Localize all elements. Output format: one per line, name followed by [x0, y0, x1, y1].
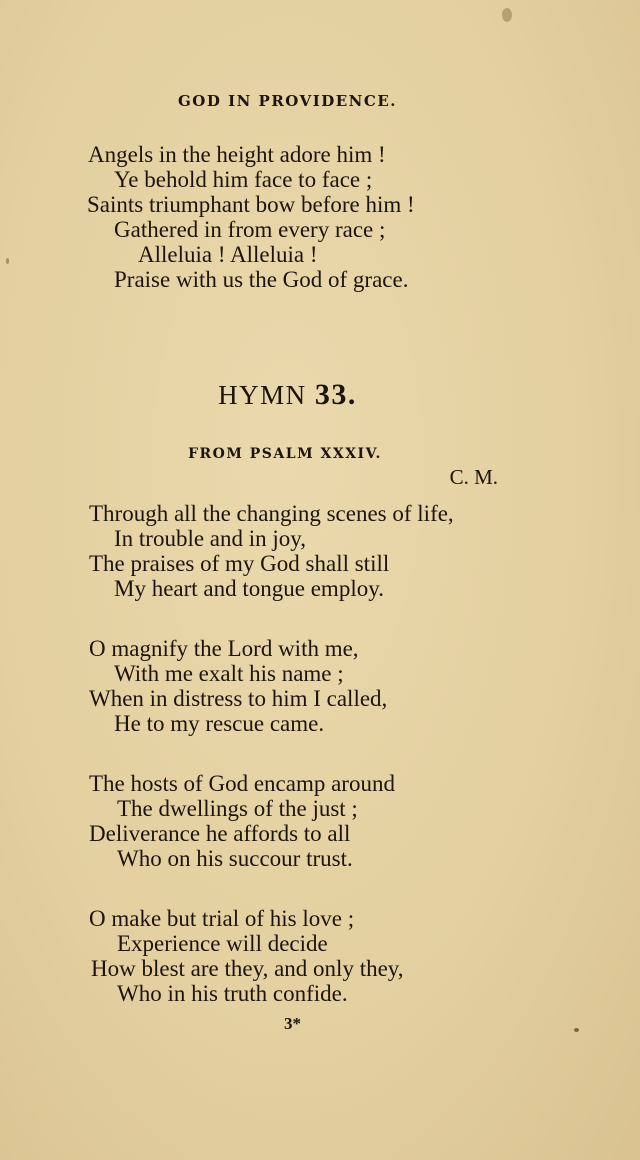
verse-line: Angels in the height adore him !	[88, 142, 386, 167]
verse-line: Alleluia ! Alleluia !	[138, 242, 318, 267]
verse-line: He to my rescue came.	[114, 711, 325, 736]
verse-line: Experience will decide	[117, 931, 328, 956]
paper-speck	[574, 1028, 579, 1032]
verse-line: Through all the changing scenes of life,	[89, 501, 454, 526]
verse-line: The praises of my God shall still	[89, 551, 390, 576]
hymn-subtitle: FROM PSALM XXXIV.	[188, 446, 382, 462]
verse-line: With me exalt his name ;	[114, 661, 344, 686]
hymn-title	[0, 378, 575, 412]
hymn-number: 33.	[314, 378, 357, 411]
hymn-label: HYMN	[218, 380, 307, 410]
verse-line: Who in his truth confide.	[117, 981, 348, 1006]
verse-line: O magnify the Lord with me,	[89, 636, 359, 661]
verse-line: When in distress to him I called,	[89, 686, 388, 711]
verse-line: Who on his succour trust.	[117, 846, 353, 871]
running-head: GOD IN PROVIDENCE.	[177, 92, 397, 110]
page-number: 3*	[284, 1014, 301, 1033]
verse-line: Deliverance he affords to all	[89, 821, 351, 846]
verse-line: Praise with us the God of grace.	[114, 267, 409, 292]
verse-line: How blest are they, and only they,	[91, 956, 404, 981]
verse-line: Gathered in from every race ;	[114, 217, 386, 242]
verse-line: In trouble and in joy,	[114, 526, 307, 551]
hymn-meter: C. M.	[449, 465, 498, 489]
verse-line: My heart and tongue employ.	[114, 576, 384, 601]
verse-line: Ye behold him face to face ;	[114, 167, 373, 192]
verse-line: Saints triumphant bow before him !	[87, 192, 415, 217]
verse-line: O make but trial of his love ;	[89, 906, 355, 931]
paper-stain	[502, 8, 512, 22]
verse-line: The hosts of God encamp around	[89, 771, 395, 796]
paper-speck	[6, 258, 9, 264]
verse-line: The dwellings of the just ;	[117, 796, 358, 821]
